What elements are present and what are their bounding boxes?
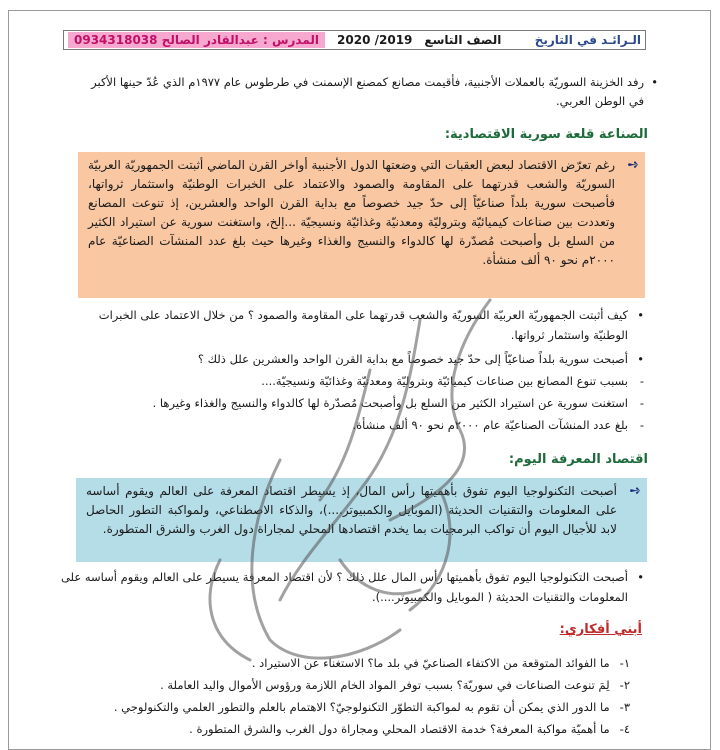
intro-bullet xyxy=(84,72,644,92)
knowledge-summary-box xyxy=(76,478,647,562)
industry-summary-text: رغم تعرّض الاقتصاد لبعض العقبات التي وضعتها الدول الأجنبية أواخر القرن الماضي أثبتت الجمهوريّة العربيّة السوريّة والشعب قدرتهما على المقاومة والصمود والاعتماد على الخبرات الوطنيّة واستثمار ثرواتها، فأصبحت سورية بلداً صناعيّاً إلى حدّ جيد خصوصاً مع بداية القرن الواحد والعشرين، إذ تنوعت المصانع وتعددت بين صناعات كيميائيّة وبتروليّة ومعدنيّة وغذائيّة ونسيجيّة ...إلخ، واستغنت سورية عن استيراد الكثير من السلع بل وأصبحت مُصدّرة لها كالدواء والنسيج والغذاء وغيرها حيث بلغ عدد المنشآت الصناعيّة عام ٢٠٠٠م نحو ٩٠ ألف منشأة. xyxy=(88,158,615,267)
header-info xyxy=(68,32,501,48)
knowledge-section-title: اقتصاد المعرفة اليوم: xyxy=(508,452,648,467)
idea-question-4: ٤-ما أهميّة مواكبة المعرفة؟ خدمة الاقتصاد المحلي ومجاراة دول الغرب والشرق المتطورة . xyxy=(189,722,630,736)
industry-answer-2: - استغنت سورية عن استيراد الكثير من السلع بل وأصبحت مُصدّرة لها كالدواء والنسيج والغذاء وغيرها . xyxy=(153,394,628,412)
idea-question-1: ١-ما الفوائد المتوقعة من الاكتفاء الصناعيّ في بلد ما؟ الاستغناء عن الاستيراد . xyxy=(251,656,630,670)
idea-question-2: ٢-لِمَ تنوعت الصناعات في سوريّة؟ بسبب توفر المواد الخام اللازمة ورؤوس الأموال واليد العاملة . xyxy=(160,678,630,692)
knowledge-summary-text: أصبحت التكنولوجيا اليوم تفوق بأهميتها رأس المال، إذ يسيطر اقتصاد المعرفة على العالم ويقوم أساسه على المعلومات والتقنيات الحديثة (الموبايل والكمبيوتر....)، والذكاء الاصطناعي، ولمواكبة التطور الحاصل لابد للأجيال اليوم أن تواكب البرمجيات بما يخدم اقتصادها المحلي لمجاراة دول الغرب والشرق المتطورة. xyxy=(86,484,617,536)
intro-line-2: في الوطن العربي. xyxy=(556,94,644,108)
industry-summary-box xyxy=(78,152,645,298)
industry-question-2: • أصبحت سورية بلداً صناعيّاً إلى حدّ جيد خصوصاً مع بداية القرن الواحد والعشرين علل ذلك ؟ xyxy=(198,350,628,368)
header-teacher: المدرس : عبدالقادر الصالح 0934318038 xyxy=(68,32,325,48)
header-grade: الصف التاسع xyxy=(424,33,502,47)
idea-question-3: ٣-ما الدور الذي يمكن أن تقوم به لمواكبة التطوّر التكنولوجيّ؟ الاهتمام بالعلم والتطور العلمي والتكنولوجي . xyxy=(113,700,630,714)
document-header xyxy=(63,30,646,50)
knowledge-question-cont: المعلومات والتقنيات الحديثة ( الموبايل والكمبيوتر....). xyxy=(371,590,628,604)
ideas-title: أبني أفكاري: xyxy=(559,622,642,637)
header-year: 2019/ 2020 xyxy=(337,33,413,47)
arrow-bullet-icon: ➺ xyxy=(629,483,641,499)
industry-question-1-cont: الوطنيّة واستثمار ثرواتها. xyxy=(510,328,628,342)
intro-line-1: رفد الخزينة السوريّة بالعملات الأجنبية، فأقيمت مصانع كمصنع الإسمنت في طرطوس عام ١٩٧٧م الذي عُدّ حينها الأكبر xyxy=(91,75,644,89)
industry-answer-3: - بلغ عدد المنشآت الصناعيّة عام ٢٠٠٠م نحو ٩٠ ألف منشأة. xyxy=(352,416,628,434)
knowledge-question: • أصبحت التكنولوجيا اليوم تفوق بأهميتها رأس المال علل ذلك ؟ لأن اقتصاد المعرفة يسيطر على العالم ويقوم أساسه على xyxy=(61,568,628,586)
arrow-bullet-icon: ➺ xyxy=(627,157,639,173)
industry-question-1: • كيف أثبتت الجمهوريّة العربيّة السوريّة والشعب قدرتهما على المقاومة والصمود ؟ من خلال الاعتماد على الخبرات xyxy=(99,306,628,324)
industry-section-title: الصناعة قلعة سورية الاقتصادية: xyxy=(444,127,648,142)
industry-answer-1: - بسبب تنوع المصانع بين صناعات كيميائيّة وبتروليّة ومعدنيّة وغذائيّة ونسيجيّة.... xyxy=(261,372,628,390)
header-title: الـرائـد في التاريخ xyxy=(534,33,641,47)
